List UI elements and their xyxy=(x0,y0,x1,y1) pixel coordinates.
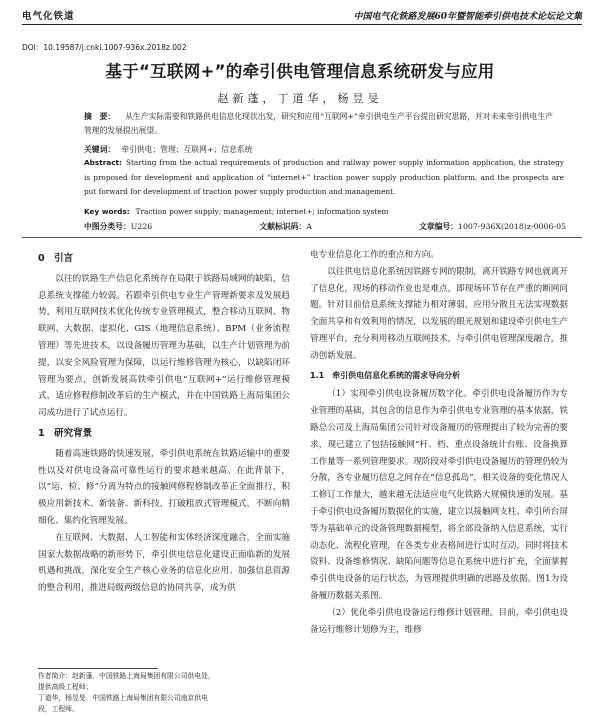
section-0-heading: 0 引言 xyxy=(38,253,74,264)
left-column xyxy=(38,247,290,597)
keywords-zh xyxy=(84,144,252,155)
keywords-en-label: Key words: xyxy=(84,207,130,216)
section-1-paragraph-1: 随着高速铁路的快速发展，牵引供电系统在铁路运输中的重要性以及对供电设备高可靠性运行的要求越来越高。在此背景下，以“运、检、修”分离为特点的接触网修程修制改革正全面推行，积极应用新技术、新装备、新科技，打破粗放式管理模式，不断向精细化、集约化管理发展。 xyxy=(38,448,290,526)
abstract-en-text: Starting from the actual requirements of production and railway power supply information application, the strategy is proposed for development and application of “internet+” traction power supply production platform, and the prospects are put forward for development of traction power supply production and management. xyxy=(84,158,564,196)
clc-code: 中图分类号：U226 xyxy=(84,222,153,231)
paper-title: 基于“互联网+”的牵引供电管理信息系统研发与应用 xyxy=(105,62,495,81)
authors: 赵新蓬，丁道华，杨昱旻 xyxy=(217,92,383,105)
right-paragraph-1: 以往供电信息化系统因铁路专网的限制，离开铁路专网也就离开了信息化，现场的移动作业也是难点，即现场环节存在严重的断网问题。针对目前信息系统支撑能力相对薄弱，应用分散且无法实现数据全面共享和有效利用的情况，以发展的眼光规划和建设牵引供电生产管理平台，充分利用移动互联网技术，与牵引供电管理深度融合，推动创新发展。 xyxy=(310,266,568,361)
keywords-en-text: Traction power supply; management; internet+; information system xyxy=(135,207,389,216)
section-0-paragraph: 以往的铁路生产信息化系统存在局限于铁路局域网的缺陷，信息系统支撑能力较弱。若跟牵引供电专业生产管理新要求及发展趋势，利用互联网技术优化传统专业管理模式，整合移动互联网、物联网、大数据、虚拟化、GIS（地理信息系统）、BPM（业务流程管理）等先进技术，以设备履历管理为基础，以生产计划管理为前提，以安全风险管理为保障，以运行维修管理为核心，以缺陷闭环管理为要点，创新发展高铁牵引供电“互联网+”运行维修管理模式，适应修程修制改革后的生产模式，并在中国铁路上海局集团公司成功进行了试点运行。 xyxy=(38,273,290,419)
keywords-en xyxy=(84,207,388,216)
section-1-1-heading: 1.1 牵引供电信息化系统的需求导向分析 xyxy=(310,370,461,380)
journal-name: 电气化铁道 xyxy=(22,11,75,22)
section-1-1-paragraph-2: （2）优化牵引供电设备运行维修计划管理。目前，牵引供电设备运行维修计划修为主，维修 xyxy=(310,607,568,635)
footnote-line: 提供高级工程师； xyxy=(38,683,93,691)
abstract-zh-label: 摘 要： xyxy=(84,112,116,121)
section-1-paragraph-2: 在互联网、大数据、人工智能和实体经济深度融合，全面实施国家大数据战略的新形势下，牵引供电信息化建设正面临新的发展机遇和挑战，深化安全生产核心业务的信息化应用、加强信息资源的整合利用，推进局级两级信息的协同共享，成为供 xyxy=(38,532,290,594)
footnote-rule xyxy=(38,668,158,669)
abstract-en-label: Abstract: xyxy=(84,158,122,167)
footnote-line: 段，工程师。 xyxy=(38,705,79,713)
abstract-zh xyxy=(84,110,560,138)
footnote-line: 作者简介：赵新蓬．中国铁路上海局集团有限公司供电处， xyxy=(38,672,215,680)
article-number: 文章编号：1007-936X(2018)z-0006-05 xyxy=(419,222,566,231)
document-code: 文献标识码：A xyxy=(259,222,312,231)
section-1-1-paragraph-1: （1）实现牵引供电设备履历数字化。牵引供电设备履历作为专业管理的基础，其包含的信息作为牵引供电专业管理的基本依据，铁路总公司及上海局集团公司针对设备履历的管理提出了较为完善的要求，现已建立了包括接触网“杆、档、重点设备统计台账、设备换算工作量等一系列管理要求。现阶段对牵引供电设备履历的管理仍较为分散，各专业履历信息之间存在“信息孤岛”，相关设备的变化情况人工修订工作量大，越来越无法适应电气化铁路大规模快速的发展。基于牵引供电设备履历数据化的实施，建立以接触网支柱、牵引所台屏等为基础单元的设备管理数据模型，将全部设备纳入信息系统，实行动态化、流程化管理，在各类专业表格间进行实时互动，同时将技术资料、设备维修情况、缺陷问题等信息在系统中进行扩充，全面掌握牵引供电设备的运行状态，为管理提供明确的思路及依据。图1为设备履历数据关系图。 xyxy=(310,389,569,601)
continued-paragraph: 电专业信息化工作的重点和方向。 xyxy=(310,250,439,260)
keywords-zh-text: 牵引供电；管理；互联网+；信息系统 xyxy=(121,145,253,154)
abstract-zh-text: 从生产实际需要和铁路供电信息化现状出发，研究和应用“互联网+”牵引供电生产平台提出研究思路，并对未来牵引供电生产管理的发展提出展望。 xyxy=(84,112,553,135)
section-1-heading: 1 研究背景 xyxy=(38,427,93,439)
collection-name: 中国电气化铁路发展60年暨智能牵引供电技术论坛论文集 xyxy=(353,12,582,22)
classification-row xyxy=(84,221,566,232)
right-column xyxy=(310,247,568,638)
divider xyxy=(22,237,582,238)
footnote-line: 丁道华，杨昱旻．中国铁路上海局集团有限公司南京供电 xyxy=(38,694,208,702)
abstract-en xyxy=(84,156,564,200)
doi: DOI：10.19587/j.cnki.1007-936x.2018z.002 xyxy=(22,43,187,52)
footnote xyxy=(38,671,290,715)
running-header xyxy=(22,6,582,25)
keywords-zh-label: 关键词： xyxy=(84,145,116,154)
